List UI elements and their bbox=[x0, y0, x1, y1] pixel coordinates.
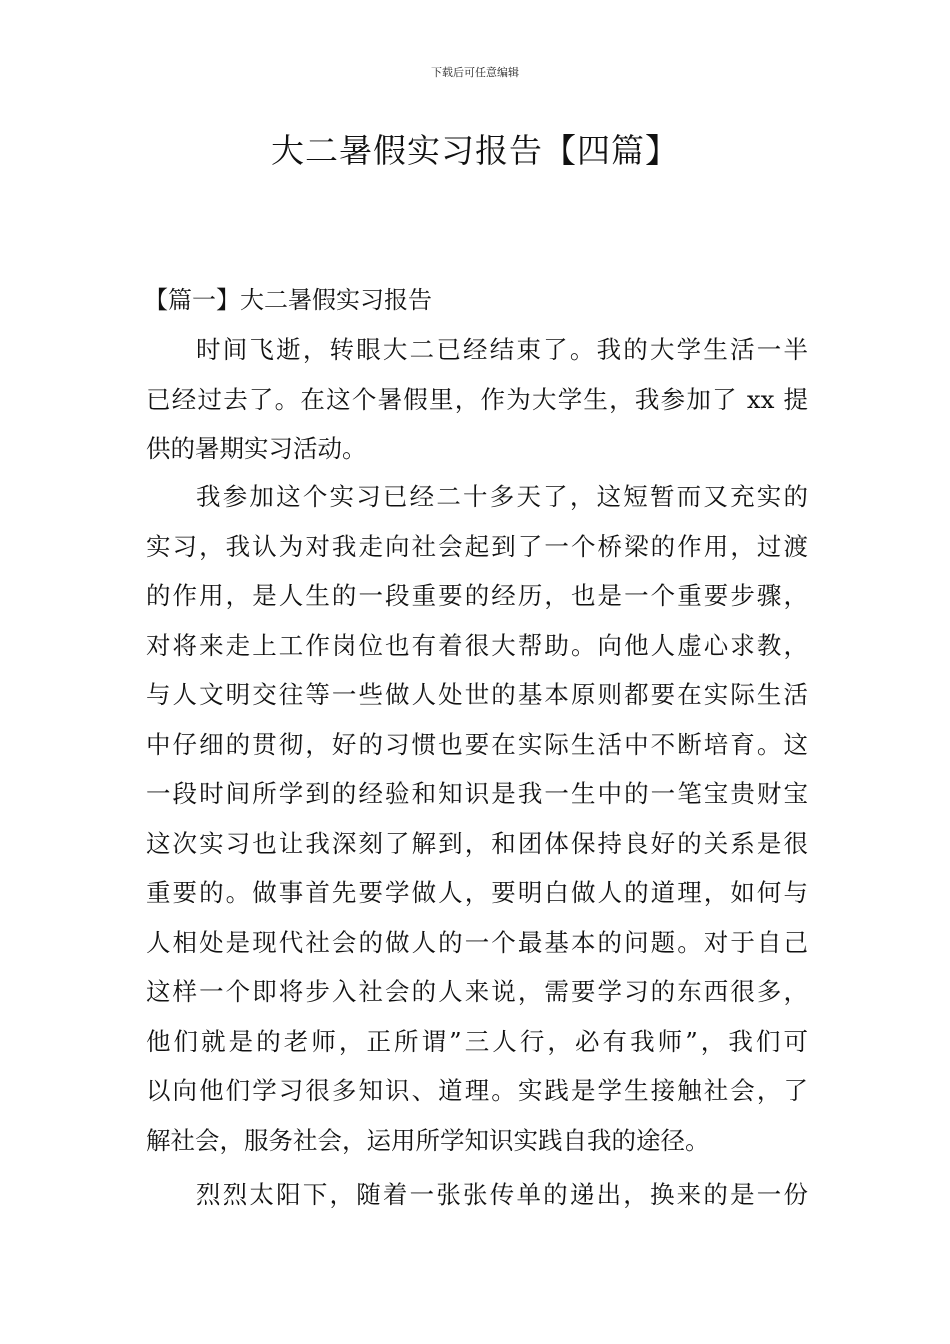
paragraph-3 bbox=[146, 1170, 808, 1220]
paragraph-line: 实习，我认为对我走向社会起到了一个桥梁的作用，过渡 bbox=[146, 531, 808, 561]
paragraph-line: 一段时间所学到的经验和知识是我一生中的一笔宝贵财宝 bbox=[146, 779, 808, 808]
paragraph-line: 他们就是的老师，正所谓”三人行，必有我师”，我们可 bbox=[146, 1026, 808, 1056]
paragraph-line: 烈烈太阳下，随着一张张传单的递出，换来的是一份 bbox=[196, 1180, 808, 1209]
paragraph-line: 已经过去了。在这个暑假里，作为大学生，我参加了 xx 提 bbox=[146, 384, 808, 414]
paragraph-line: 与人文明交往等一些做人处世的基本原则都要在实际生活 bbox=[146, 680, 808, 709]
paragraph-1 bbox=[146, 325, 808, 474]
paragraph-line: 供的暑期实习活动。 bbox=[146, 434, 367, 463]
paragraph-line: 时间飞逝，转眼大二已经结束了。我的大学生活一半 bbox=[196, 335, 808, 364]
paragraph-line: 重要的。做事首先要学做人，要明白做人的道理，如何与 bbox=[146, 878, 808, 907]
paragraph-line: 我参加这个实习已经二十多天了，这短暂而又充实的 bbox=[196, 482, 808, 511]
paragraph-line: 解社会，服务社会，运用所学知识实践自我的途径。 bbox=[146, 1125, 710, 1155]
paragraph-line: 的作用，是人生的一段重要的经历，也是一个重要步骤， bbox=[146, 581, 808, 610]
paragraph-line: 人相处是现代社会的做人的一个最基本的问题。对于自己 bbox=[146, 927, 808, 957]
section-heading: 【篇一】大二暑假实习报告 bbox=[144, 286, 432, 314]
paragraph-line: 这次实习也让我深刻了解到，和团体保持良好的关系是很 bbox=[146, 828, 808, 858]
paragraph-line: 这样一个即将步入社会的人来说，需要学习的东西很多， bbox=[146, 977, 808, 1006]
header-note: 下载后可任意编辑 bbox=[431, 66, 519, 79]
paragraph-2 bbox=[146, 472, 808, 1165]
paragraph-line: 以向他们学习很多知识、道理。实践是学生接触社会，了 bbox=[146, 1076, 808, 1105]
document-title: 大二暑假实习报告【四篇】 bbox=[271, 131, 679, 170]
paragraph-line: 对将来走上工作岗位也有着很大帮助。向他人虚心求教， bbox=[146, 630, 808, 660]
paragraph-line: 中仔细的贯彻，好的习惯也要在实际生活中不断培育。这 bbox=[146, 729, 808, 759]
